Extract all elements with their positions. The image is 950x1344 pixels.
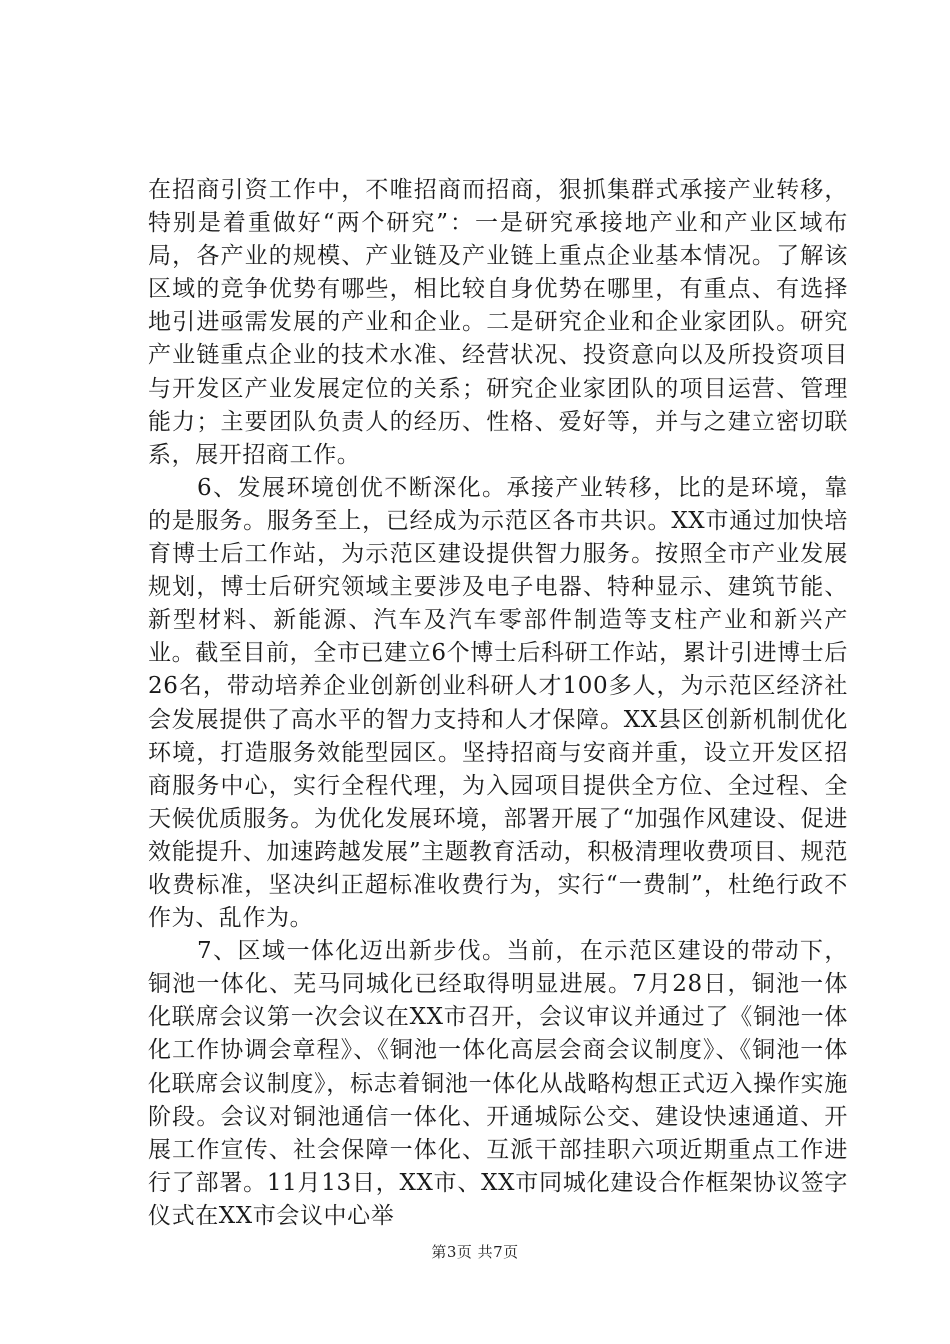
document-body xyxy=(148,174,848,1233)
page-number-footer: 第3页 共7页 xyxy=(431,1243,519,1261)
paragraph-development-environment: 6、发展环境创优不断深化。承接产业转移，比的是环境，靠的是服务。服务至上，已经成为示范区各市共识。XX市通过加快培育博士后工作站，为示范区建设提供智力服务。按照全市产业发展规划，博士后研究领域主要涉及电子电器、特种显示、建筑节能、新型材料、新能源、汽车及汽车零部件制造等支柱产业和新兴产业。截至目前，全市已建立6个博士后科研工作站，累计引进博士后26名，带动培养企业创新创业科研人才100多人，为示范区经济社会发展提供了高水平的智力支持和人才保障。XX县区创新机制优化环境，打造服务效能型园区。坚持招商与安商并重，设立开发区招商服务中心，实行全程代理，为入园项目提供全方位、全过程、全天候优质服务。为优化发展环境，部署开展了“加强作风建设、促进效能提升、加速跨越发展”主题教育活动，积极清理收费项目、规范收费标准，坚决纠正超标准收费行为，实行“一费制”，杜绝行政不作为、乱作为。 xyxy=(148,474,848,932)
paragraph-investment-research: 在招商引资工作中，不唯招商而招商，狠抓集群式承接产业转移，特别是着重做好“两个研究”：一是研究承接地产业和产业区域布局，各产业的规模、产业链及产业链上重点企业基本情况。了解该区域的竞争优势有哪些，相比较自身优势在哪里，有重点、有选择地引进亟需发展的产业和企业。二是研究企业和企业家团队。研究产业链重点企业的技术水准、经营状况、投资意向以及所投资项目与开发区产业发展定位的关系；研究企业家团队的项目运营、管理能力；主要团队负责人的经历、性格、爱好等，并与之建立密切联系，展开招商工作。 xyxy=(148,177,848,468)
paragraph-regional-integration: 7、区域一体化迈出新步伐。当前，在示范区建设的带动下，铜池一体化、芜马同城化已经取得明显进展。7月28日，铜池一体化联席会议第一次会议在XX市召开，会议审议并通过了《铜池一体化工作协调会章程》、《铜池一体化高层会商会议制度》、《铜池一体化联席会议制度》，标志着铜池一体化从战略构想正式迈入操作实施阶段。会议对铜池通信一体化、开通城际公交、建设快速通道、开展工作宣传、社会保障一体化、互派干部挂职六项近期重点工作进行了部署。11月13日，XX市、XX市同城化建设合作框架协议签字仪式在XX市会议中心举 xyxy=(148,938,848,1229)
